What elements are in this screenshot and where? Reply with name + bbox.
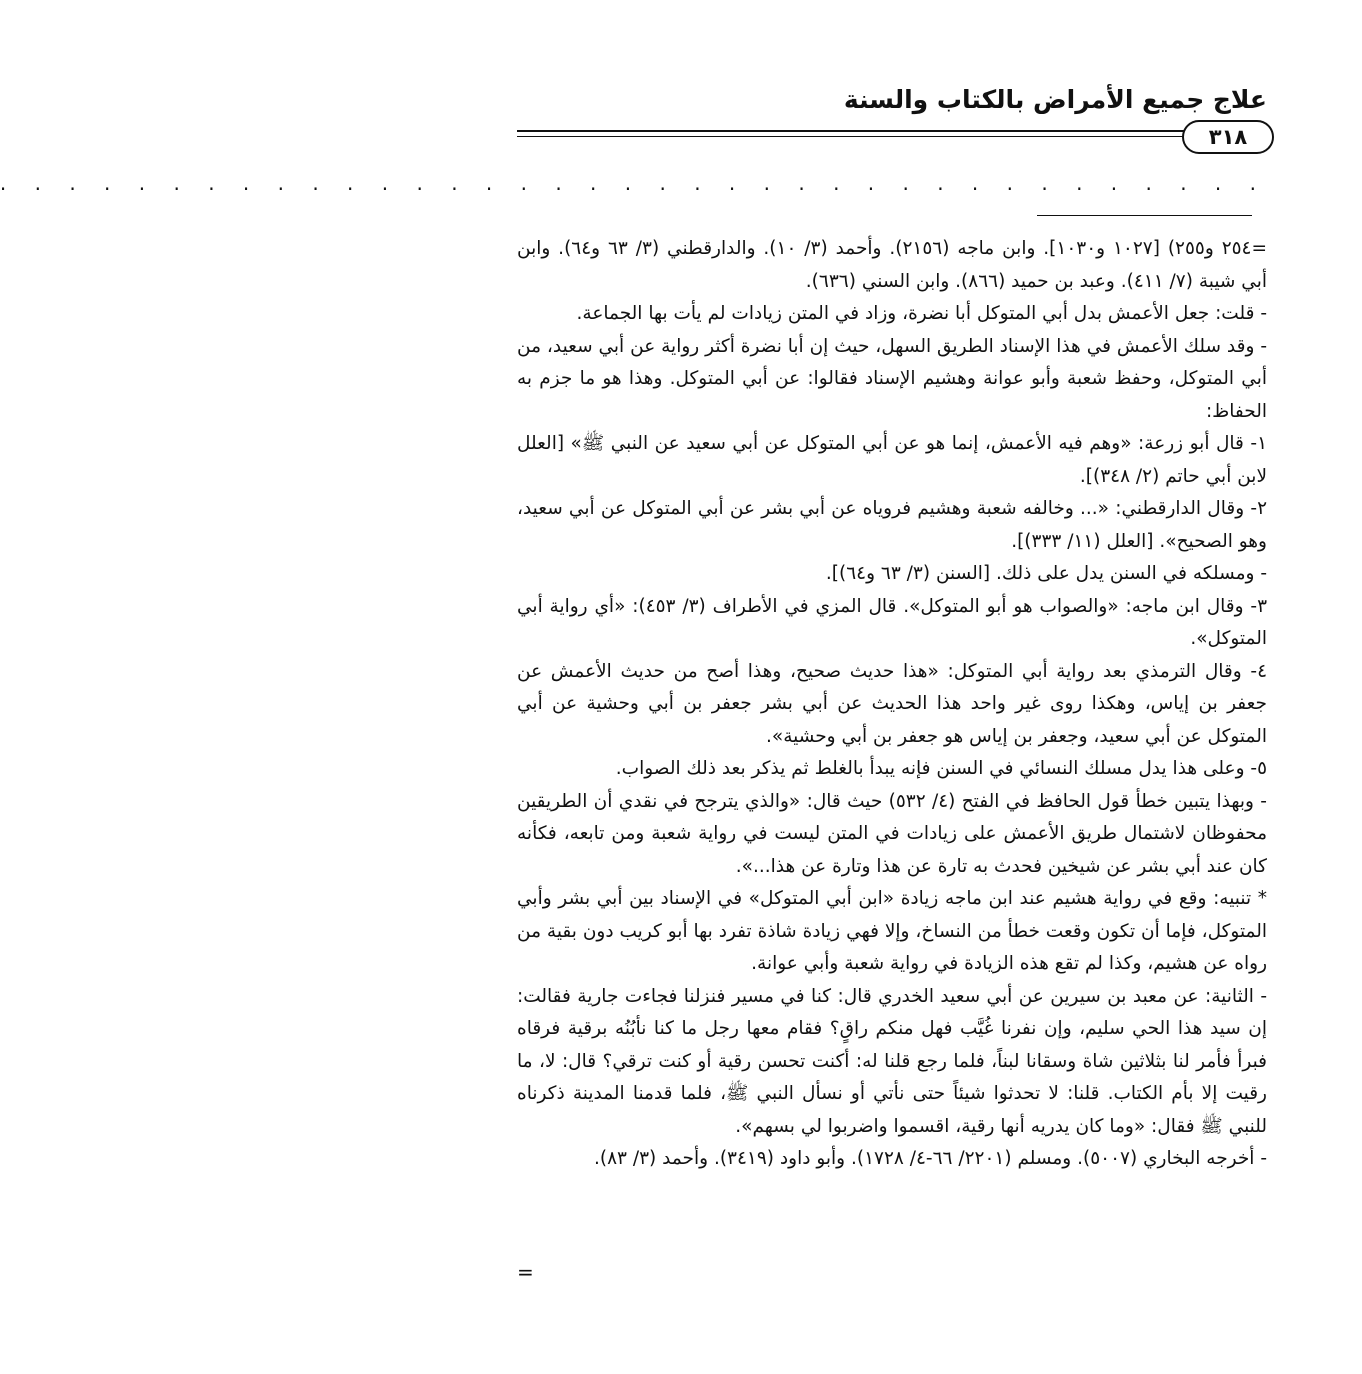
header-rule <box>517 130 1187 137</box>
paragraph: - ومسلكه في السنن يدل على ذلك. [السنن (٣/ ٦٣ و٦٤)]. <box>825 563 1267 584</box>
paragraph: ٤- وقال الترمذي بعد رواية أبي المتوكل: «هذا حديث صحيح، وهذا أصح من حديث الأعمش عن جعفر بن إياس، وهكذا روى غير واحد هذا الحديث عن أبي بشر جعفر بن أبي وحشية عن أبي المتوكل عن أبي سعيد، وجعفر بن إياس هو جعفر بن أبي وحشية». <box>517 660 1267 747</box>
paragraph: - قلت: جعل الأعمش بدل أبي المتوكل أبا نضرة، وزاد في المتن زيادات لم يأت بها الجماعة. <box>576 303 1267 324</box>
page-number-badge <box>1182 120 1274 154</box>
paragraph: ٣- وقال ابن ماجه: «والصواب هو أبو المتوكل». قال المزي في الأطراف (٣/ ٤٥٣): «أي رواية أبي المتوكل». <box>517 595 1267 649</box>
paragraph: ٥- وعلى هذا يدل مسلك النسائي في السنن فإنه يبدأ بالغلط ثم يذكر بعد ذلك الصواب. <box>615 758 1267 779</box>
paragraph: - وبهذا يتبين خطأ قول الحافظ في الفتح (٤/ ٥٣٢) حيث قال: «والذي يترجح في نقدي أن الطريقين محفوظان لاشتمال طريق الأعمش على زيادات في المتن ليست في رواية شعبة ومن تابعه، فكأنه كان عند أبي بشر عن شيخين فحدث به تارة عن هذا وتارة عن هذا...». <box>517 790 1267 877</box>
paragraph: - أخرجه البخاري (٥٠٠٧). ومسلم (٢٢٠١/ ٦٦-٤/ ١٧٢٨). وأبو داود (٣٤١٩). وأحمد (٣/ ٨٣). <box>594 1148 1267 1169</box>
footnote-rule <box>1037 215 1252 216</box>
continuation-mark: = <box>517 1260 534 1284</box>
running-header-title: علاج جميع الأمراض بالكتاب والسنة <box>843 85 1267 114</box>
paragraph: - الثانية: عن معبد بن سيرين عن أبي سعيد الخدري قال: كنا في مسير فنزلنا فجاءت جارية فقالت: إن سيد هذا الحي سليم، وإن نفرنا غُيَّب فهل منكم راقٍ؟ فقام معها رجل ما كنا نأبُنُه برقية فرقاه فبرأ فأمر لنا بثلاثين شاة وسقانا لبناً، فلما رجع قلنا له: أكنت تحسن رقية أو كنت ترقي؟ قال: لا، ما رقيت إلا بأم الكتاب. قلنا: لا تحدثوا شيئاً حتى نأتي أو نسأل النبي ﷺ، فلما قدمنا المدينة ذكرناه للنبي ﷺ فقال: «وما كان يدريه أنها رقية، اقسموا واضربوا لي بسهم». <box>517 985 1267 1137</box>
paragraph: ٢- وقال الدارقطني: «... وخالفه شعبة وهشيم فروياه عن أبي بشر عن أبي المتوكل عن أبي سعيد، وهو الصحيح». [العلل (١١/ ٣٣٣)]. <box>517 498 1267 552</box>
paragraph: - وقد سلك الأعمش في هذا الإسناد الطريق السهل، حيث إن أبا نضرة أكثر رواية عن أبي سعيد، من أبي المتوكل، وحفظ شعبة وأبو عوانة وهشيم الإسناد فقالوا: عن أبي المتوكل. وهذا هو ما جزم به الحفاظ: <box>517 335 1267 422</box>
paragraph: ١- قال أبو زرعة: «وهم فيه الأعمش، إنما هو عن أبي المتوكل عن أبي سعيد عن النبي ﷺ» [العلل لابن أبي حاتم (٢/ ٣٤٨)]. <box>517 433 1267 487</box>
paragraph: =٢٥٤ و٢٥٥) [١٠٢٧ و١٠٣٠]. وابن ماجه (٢١٥٦). وأحمد (٣/ ١٠). والدارقطني (٣/ ٦٣ و٦٤). وابن أبي شيبة (٧/ ٤١١). وعبد بن حميد (٨٦٦). وابن السني (٦٣٦). <box>517 238 1268 292</box>
page-number: ٣١٨ <box>1208 124 1248 149</box>
footnote-text <box>517 233 1267 1176</box>
paragraph: * تنبيه: وقع في رواية هشيم عند ابن ماجه زيادة «ابن أبي المتوكل» في الإسناد بين أبي بشر وأبي المتوكل، فإما أن تكون وقعت خطأ من النساخ، وإلا فهي زيادة شاذة تفرد بها أبو كريب دون بقية من رواه عن هشيم، وكذا لم تقع هذه الزيادة في رواية شعبة وأبي عوانة. <box>517 888 1267 974</box>
dotted-separator: . . . . . . . . . . . . . . . . . . . . . . . . . . . . . . . . . . . . . <box>0 171 1267 195</box>
